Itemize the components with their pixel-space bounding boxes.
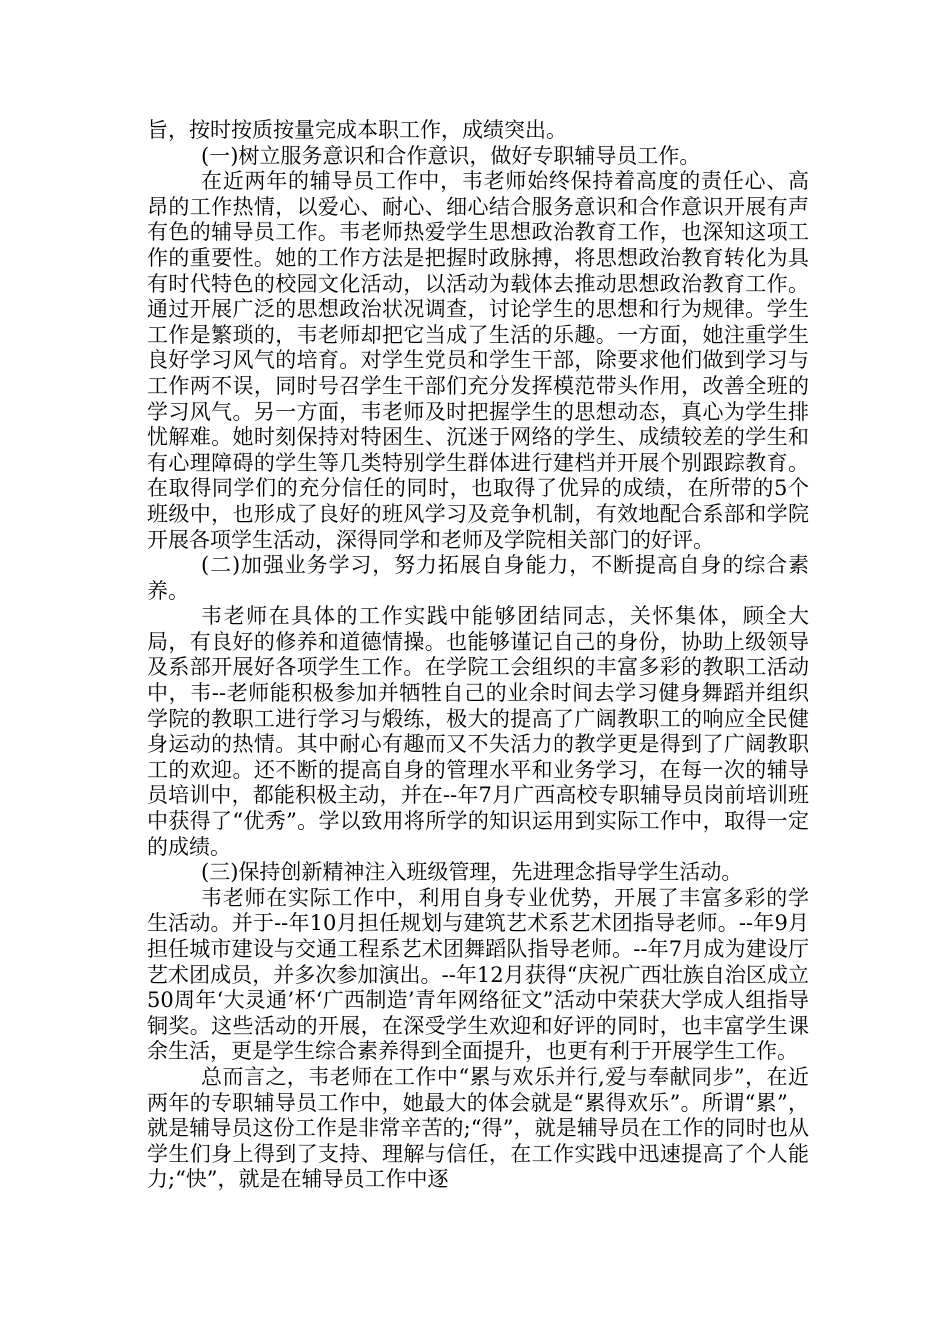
paragraph-1: 旨，按时按质按量完成本职工作，成绩突出。 — [147, 118, 567, 142]
paragraph-2: 在近两年的辅导员工作中，韦老师始终保持着高度的责任心、高昂的工作热情，以爱心、耐心、细心结合服务意识和合作意识开展有声有色的辅导员工作。韦老师热爱学生思想政治教育工作，也深知这项工作的重要性。她的工作方法是把握时政脉搏，将思想政治教育转化为具有时代特色的校园文化活动，以活动为载体去推动思想政治教育工作。通过开展广泛的思想政治状况调查，讨论学生的思想和行为规律。学生工作是繁琐的，韦老师却把它当成了生活的乐趣。一方面，她注重学生良好学习风气的培育。对学生党员和学生干部，除要求他们做到学习与工作两不误，同时号召学生干部们充分发挥模范带头作用，改善全班的学习风气。另一方面，韦老师及时把握学生的思想动态，真心为学生排忧解难。她时刻保持对特困生、沉迷于网络的学生、成绩较差的学生和有心理障碍的学生等几类特别学生群体进行建档并开展个别跟踪教育。在取得同学们的充分信任的同时，也取得了优异的成绩，在所带的5个班级中，也形成了良好的班风学习及竞争机制，有效地配合系部和学院开展各项学生活动，深得同学和老师及学院相关部门的好评。 — [147, 169, 809, 552]
body-text — [147, 118, 809, 1193]
paragraph-3: 韦老师在具体的工作实践中能够团结同志，关怀集体，顾全大局，有良好的修养和道德情操。也能够谨记自己的身份，协助上级领导及系部开展好各项学生工作。在学院工会组织的丰富多彩的教职工活动中，韦--老师能积极参加并牺牲自己的业余时间去学习健身舞蹈并组织学院的教职工进行学习与煅练，极大的提高了广阔教职工的响应全民健身运动的热情。其中耐心有趣而又不失活力的教学更是得到了广阔教职工的欢迎。还不断的提高自身的管理水平和业务学习，在每一次的辅导员培训中，都能积极主动，并在--年7月广西高校专职辅导员岗前培训班中获得了“优秀”。学以致用将所学的知识运用到实际工作中，取得一定的成绩。 — [147, 604, 809, 859]
paragraph-5: 总而言之，韦老师在工作中“累与欢乐并行,爱与奉献同步”，在近两年的专职辅导员工作中，她最大的体会就是“累得欢乐”。所谓“累”，就是辅导员这份工作是非常辛苦的;“得”，就是辅导员在工作的同时也从学生们身上得到了支持、理解与信任，在工作实践中迅速提高了个人能力;“快”，就是在辅导员工作中逐 — [147, 1064, 809, 1192]
section-heading-2: (二)加强业务学习，努力拓展自身能力，不断提高自身的综合素养。 — [147, 553, 809, 603]
paragraph-4: 韦老师在实际工作中，利用自身专业优势，开展了丰富多彩的学生活动。并于--年10月担任规划与建筑艺术系艺术团指导老师。--年9月担任城市建设与交通工程系艺术团舞蹈队指导老师。--年7月成为建设厅艺术团成员，并多次参加演出。--年12月获得“庆祝广西壮族自治区成立50周年‘大灵通’杯‘广西制造’青年网络征文”活动中荣获大学成人组指导铜奖。这些活动的开展，在深受学生欢迎和好评的同时，也丰富学生课余生活，更是学生综合素养得到全面提升，也更有利于开展学生工作。 — [147, 885, 809, 1064]
section-heading-3: (三)保持创新精神注入班级管理，先进理念指导学生活动。 — [201, 860, 743, 885]
section-heading-1: (一)树立服务意识和合作意识，做好专职辅导员工作。 — [201, 143, 701, 168]
